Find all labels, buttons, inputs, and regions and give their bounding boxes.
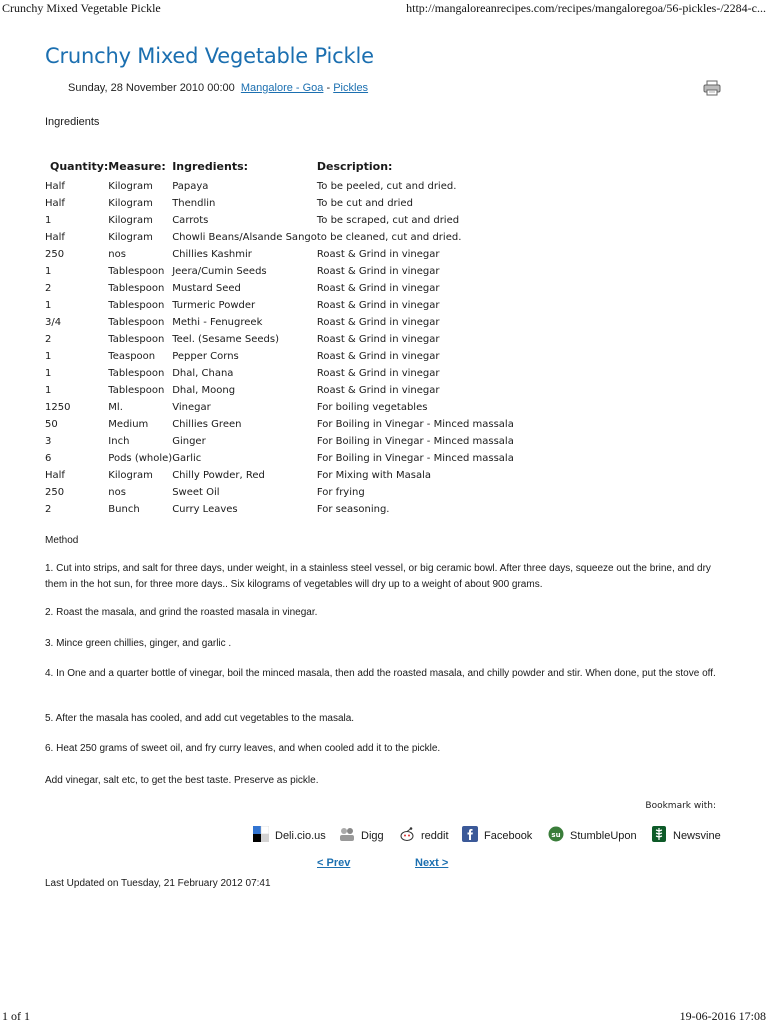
method-step-3: 3. Mince green chillies, ginger, and garlic .: [45, 638, 232, 649]
print-header-title: Crunchy Mixed Vegetable Pickle: [2, 1, 161, 15]
bookmark-digg[interactable]: [339, 828, 384, 844]
cell-description: For Boiling in Vinegar - Minced massala: [316, 436, 514, 447]
cell-description: For boiling vegetables: [316, 402, 428, 413]
header-description: Description:: [316, 160, 393, 173]
cell-ingredient: Pepper Corns: [172, 351, 239, 362]
stumbleupon-label: StumbleUpon: [570, 829, 637, 842]
table-row: [45, 280, 537, 297]
method-closing-note: Add vinegar, salt etc, to get the best taste. Preserve as pickle.: [45, 775, 319, 786]
cell-quantity: 3: [45, 436, 52, 447]
method-label: Method: [45, 535, 79, 546]
cell-ingredient: Teel. (Sesame Seeds): [172, 334, 279, 345]
cell-description: Roast & Grind in vinegar: [316, 334, 440, 345]
bookmark-newsvine[interactable]: [651, 828, 721, 844]
cell-measure: nos: [108, 487, 126, 498]
cell-description: Roast & Grind in vinegar: [316, 368, 440, 379]
table-row: [45, 382, 537, 399]
cell-description: Roast & Grind in vinegar: [316, 283, 440, 294]
article-title: Crunchy Mixed Vegetable Pickle: [45, 44, 374, 68]
header-ingredients: Ingredients:: [172, 160, 249, 173]
table-row: [45, 195, 537, 212]
cell-description: For Mixing with Masala: [316, 470, 432, 481]
cell-measure: Inch: [108, 436, 130, 447]
cell-quantity: Half: [45, 232, 65, 243]
cell-measure: Kilogram: [108, 470, 153, 481]
header-quantity: Quantity:: [50, 160, 109, 173]
ingredients-table-body: [45, 178, 537, 518]
bookmark-stumbleupon[interactable]: [548, 828, 637, 844]
cell-quantity: 1: [45, 368, 52, 379]
cell-description: Roast & Grind in vinegar: [316, 317, 440, 328]
cell-ingredient: Vinegar: [172, 402, 211, 413]
cell-description: To be peeled, cut and dried.: [316, 181, 457, 192]
cell-ingredient: Curry Leaves: [172, 504, 238, 515]
cell-quantity: 250: [45, 487, 65, 498]
table-header-row: [45, 160, 537, 178]
table-row: [45, 297, 537, 314]
table-row: [45, 467, 537, 484]
category-link[interactable]: Mangalore - Goa: [240, 82, 324, 94]
cell-measure: Tablespoon: [108, 317, 165, 328]
cell-measure: nos: [108, 249, 126, 260]
cell-quantity: 50: [45, 419, 58, 430]
cell-quantity: 1: [45, 385, 52, 396]
table-row: [45, 399, 537, 416]
last-updated: Last Updated on Tuesday, 21 February 2012 07:41: [45, 878, 271, 889]
article-date: Sunday, 28 November 2010 00:00: [68, 82, 235, 94]
cell-description: To be cut and dried: [316, 198, 413, 209]
cell-quantity: 1250: [45, 402, 71, 413]
cell-description: For Boiling in Vinegar - Minced massala: [316, 453, 514, 464]
bookmark-label: Bookmark with:: [645, 801, 716, 811]
cell-ingredient: Mustard Seed: [172, 283, 241, 294]
cell-description: Roast & Grind in vinegar: [316, 266, 440, 277]
cell-quantity: 1: [45, 215, 52, 226]
bookmark-facebook[interactable]: [462, 828, 532, 844]
article-meta: [68, 82, 368, 94]
cell-description: Roast & Grind in vinegar: [316, 249, 440, 260]
printer-icon[interactable]: [703, 80, 721, 96]
cell-measure: Tablespoon: [108, 334, 165, 345]
cell-ingredient: Thendlin: [172, 198, 216, 209]
bookmark-reddit[interactable]: [399, 828, 449, 844]
prev-link[interactable]: < Prev: [317, 857, 351, 869]
print-header-url: http://mangaloreanrecipes.com/recipes/mangaloregoa/56-pickles-/2284-c...: [406, 1, 766, 15]
cell-ingredient: Dhal, Moong: [172, 385, 236, 396]
table-row: [45, 178, 537, 195]
digg-icon: [339, 826, 355, 842]
cell-measure: Bunch: [108, 504, 140, 515]
cell-measure: Tablespoon: [108, 385, 165, 396]
method-step-1: 1. Cut into strips, and salt for three days, under weight, in a stainless steel vessel, or big ceramic bowl. After three days, squeeze out the brine, and dry them in the hot sun, for three more days.. Six kilograms of vegetables will dry up to a weight of about 900 grams.: [45, 563, 711, 590]
cell-ingredient: Methi - Fenugreek: [172, 317, 263, 328]
cell-measure: Medium: [108, 419, 149, 430]
cell-ingredient: Turmeric Powder: [172, 300, 256, 311]
cell-measure: Ml.: [108, 402, 123, 413]
table-row: [45, 314, 537, 331]
bookmark-delicious[interactable]: [253, 828, 326, 844]
section-link[interactable]: Pickles: [333, 82, 369, 94]
cell-ingredient: Sweet Oil: [172, 487, 220, 498]
reddit-icon: [399, 826, 415, 842]
cell-quantity: 2: [45, 334, 52, 345]
digg-label: Digg: [361, 829, 384, 842]
cell-quantity: 6: [45, 453, 52, 464]
table-row: [45, 484, 537, 501]
table-row: [45, 450, 537, 467]
meta-separator: -: [326, 82, 331, 94]
table-row: [45, 246, 537, 263]
cell-description: For frying: [316, 487, 365, 498]
cell-description: For seasoning.: [316, 504, 390, 515]
print-datetime: 19-06-2016 17:08: [679, 1009, 766, 1023]
cell-ingredient: Dhal, Chana: [172, 368, 234, 379]
facebook-icon: [462, 826, 478, 842]
method-step-5: 5. After the masala has cooled, and add cut vegetables to the masala.: [45, 713, 355, 724]
cell-description: Roast & Grind in vinegar: [316, 385, 440, 396]
table-row: [45, 331, 537, 348]
ingredients-table: [45, 160, 537, 518]
cell-quantity: Half: [45, 181, 65, 192]
method-step-4: 4. In One and a quarter bottle of vinegar, boil the minced masala, then add the roasted masala, and chilly powder and stir. When done, put the stove off.: [45, 668, 716, 679]
cell-quantity: 3/4: [45, 317, 62, 328]
cell-ingredient: Ginger: [172, 436, 206, 447]
cell-measure: Kilogram: [108, 215, 153, 226]
reddit-label: reddit: [421, 829, 449, 842]
cell-quantity: 1: [45, 300, 52, 311]
cell-ingredient: Chillies Green: [172, 419, 242, 430]
cell-description: Roast & Grind in vinegar: [316, 300, 440, 311]
cell-quantity: 1: [45, 351, 52, 362]
cell-measure: Tablespoon: [108, 266, 165, 277]
ingredients-label: Ingredients: [45, 116, 100, 128]
table-row: [45, 416, 537, 433]
newsvine-label: Newsvine: [673, 829, 721, 842]
cell-ingredient: Jeera/Cumin Seeds: [172, 266, 267, 277]
cell-quantity: Half: [45, 198, 65, 209]
newsvine-icon: [651, 826, 667, 842]
cell-ingredient: Chowli Beans/Alsande Sango: [172, 232, 317, 243]
cell-measure: Kilogram: [108, 198, 153, 209]
cell-description: to be cleaned, cut and dried.: [316, 232, 462, 243]
cell-description: For Boiling in Vinegar - Minced massala: [316, 419, 514, 430]
stumbleupon-icon: [548, 826, 564, 842]
cell-quantity: 250: [45, 249, 65, 260]
cell-measure: Tablespoon: [108, 368, 165, 379]
cell-ingredient: Garlic: [172, 453, 202, 464]
cell-ingredient: Chilly Powder, Red: [172, 470, 265, 481]
header-measure: Measure:: [108, 160, 166, 173]
cell-measure: Kilogram: [108, 232, 153, 243]
cell-ingredient: Carrots: [172, 215, 209, 226]
cell-quantity: Half: [45, 470, 65, 481]
cell-quantity: 1: [45, 266, 52, 277]
table-row: [45, 229, 537, 246]
table-row: [45, 365, 537, 382]
delicious-icon: [253, 826, 269, 842]
table-row: [45, 263, 537, 280]
cell-ingredient: Papaya: [172, 181, 209, 192]
cell-description: Roast & Grind in vinegar: [316, 351, 440, 362]
table-row: [45, 501, 537, 518]
next-link[interactable]: Next >: [415, 857, 449, 869]
cell-ingredient: Chillies Kashmir: [172, 249, 252, 260]
table-row: [45, 212, 537, 229]
cell-quantity: 2: [45, 283, 52, 294]
print-footer: [0, 1009, 768, 1024]
cell-measure: Tablespoon: [108, 300, 165, 311]
method-step-2: 2. Roast the masala, and grind the roasted masala in vinegar.: [45, 607, 318, 618]
svg-text:su: su: [551, 831, 561, 839]
method-step-6: 6. Heat 250 grams of sweet oil, and fry curry leaves, and when cooled add it to the pickle.: [45, 743, 441, 754]
cell-measure: Tablespoon: [108, 283, 165, 294]
print-header: [0, 0, 768, 18]
print-page-number: 1 of 1: [2, 1009, 30, 1023]
delicious-label: Deli.cio.us: [275, 829, 326, 842]
cell-quantity: 2: [45, 504, 52, 515]
cell-measure: Teaspoon: [108, 351, 156, 362]
cell-description: To be scraped, cut and dried: [316, 215, 460, 226]
facebook-label: Facebook: [484, 829, 533, 842]
cell-measure: Kilogram: [108, 181, 153, 192]
cell-measure: Pods (whole): [108, 453, 173, 464]
table-row: [45, 348, 537, 365]
table-row: [45, 433, 537, 450]
